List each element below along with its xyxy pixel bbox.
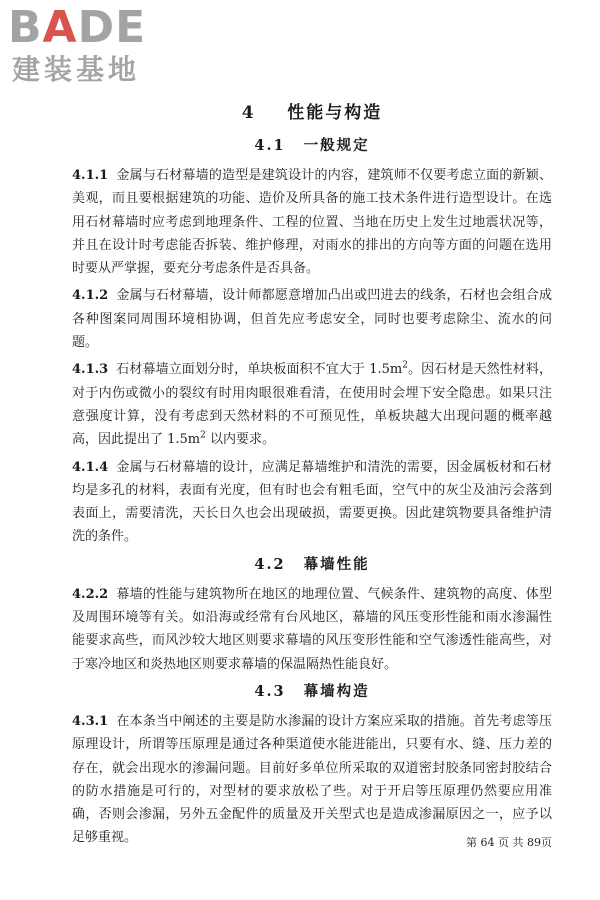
clause-4-1-4: 4.1.4 金属与石材幕墙的设计，应满足幕墙维护和清洗的需要，因金属板材和石材均是多孔的材料，表面有光度，但有时也会有粗毛面，空气中的灰尘及油污会落到表面上，需要清洗，天长日久也会出现破损，需要更换。因此建筑物要具备维护清洗的条件。: [72, 459, 552, 545]
clause-4-1-2: 4.1.2 金属与石材幕墙，设计师都愿意增加凸出或凹进去的线条，石材也会组合成各种图案同周围环境相协调，但首先应考虑安全，同时也要考虑除尘、流水的问题。: [72, 288, 552, 351]
clause-4-3-1: 4.3.1 在本条当中阐述的主要是防水渗漏的设计方案应采取的措施。首先考虑等压原理设计，所谓等压原理是通过各种渠道使水能进能出，只要有水、缝、压力差的存在，就会出现水的渗漏问题。目前好多单位所采取的双道密封胶条同密封胶结合的防水措施是可行的，对型材的要求放松了些。对于开启等压原理仍然要应用准确，否则会渗漏，另外五金配件的质量及开关型式也是造成渗漏原因之一，应予以足够重视。: [72, 713, 552, 846]
chapter-title: 4 性能与构造: [241, 103, 383, 123]
document-body: [72, 100, 552, 854]
logo-subtitle: 建装基地: [12, 53, 141, 86]
bade-logo: [8, 4, 188, 94]
page-number: 第 64 页 共 89页: [466, 836, 552, 849]
section-heading-4-3: 4.3 幕墙构造: [254, 682, 370, 700]
logo-wordmark: BADE: [8, 2, 147, 53]
clause-4-1-3: 4.1.3 石材幕墙立面划分时，单块板面积不宜大于 $1.5m^2$。因石材是天然性材料，对于内伤或微小的裂纹有时用肉眼很难看清，在使用时会埋下安全隐患。如果只注意强度计算，没有考虑到天然材料的不可预见性，单板块越大出现问题的概率越高，因此提出了 $1.5m^2$ 以内要求。: [72, 361, 552, 448]
section-heading-4-1: 4.1 一般规定: [254, 137, 370, 154]
section-heading-4-2: 4.2 幕墙性能: [254, 555, 370, 573]
clause-4-2-2: 4.2.2 幕墙的性能与建筑物所在地区的地理位置、气候条件、建筑物的高度、体型及周围环境等有关。如沿海或经常有台风地区，幕墙的风压变形性能和雨水渗漏性能要求高些，而风沙较大地区则要求幕墙的风压变形性能和空气渗透性能高些，对于寒冷地区和炎热地区则要求幕墙的保温隔热性能良好。: [72, 586, 552, 672]
clause-4-1-1: 4.1.1 金属与石材幕墙的造型是建筑设计的内容，建筑师不仅要考虑立面的新颖、美观，而且要根据建筑的功能、造价及所具备的施工技术条件进行造型设计。在选用石材幕墙时应考虑到地理条件、工程的位置、当地在历史上发生过地震状况等，并且在设计时考虑能否拆装、维护修理，对雨水的排出的方向等方面的问题在选用时要从严掌握，要充分考虑条件是否具备。: [72, 168, 552, 277]
